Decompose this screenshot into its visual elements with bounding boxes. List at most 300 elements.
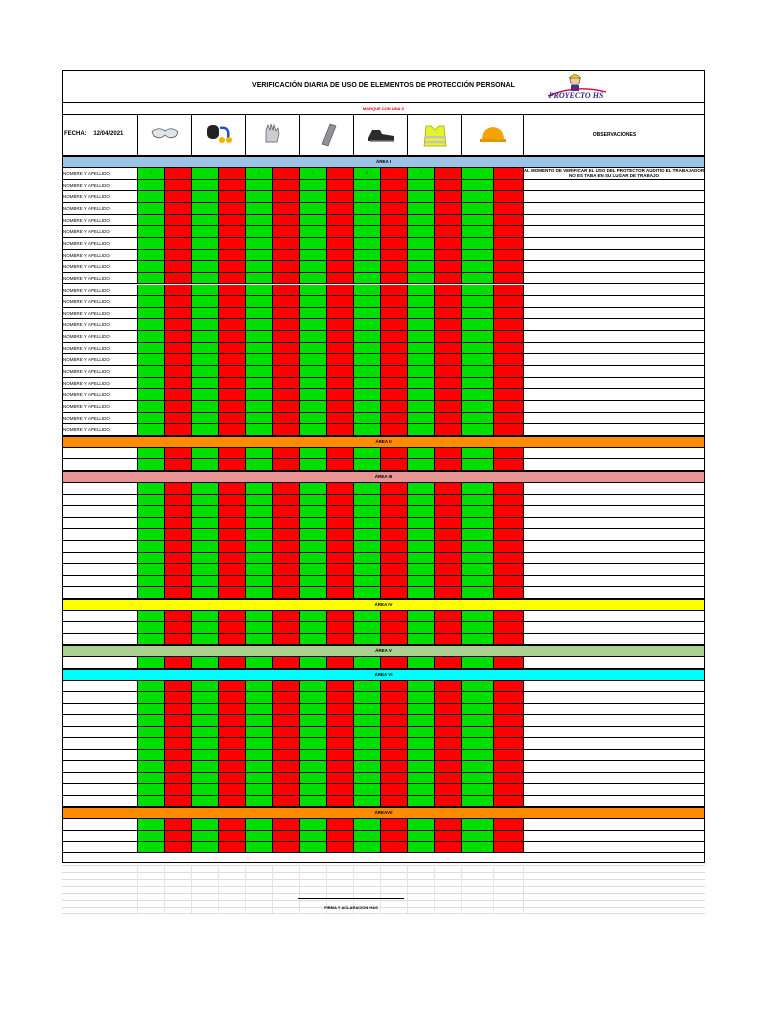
check-no-cell[interactable] [272,495,299,506]
check-no-cell[interactable] [326,226,353,237]
check-yes-cell[interactable] [191,319,218,330]
check-yes-cell[interactable] [137,796,164,807]
check-yes-cell[interactable] [461,692,493,703]
check-no-cell[interactable] [434,750,461,761]
check-yes-cell[interactable] [407,611,434,621]
check-yes-cell[interactable] [299,634,326,644]
check-no-cell[interactable] [326,331,353,342]
check-yes-cell[interactable] [299,518,326,529]
worker-name[interactable]: NOMBRE Y APELLIDO [63,240,110,246]
check-yes-cell[interactable] [461,273,493,284]
observation-cell[interactable] [523,215,705,226]
check-yes-cell[interactable] [353,564,380,575]
check-yes-cell[interactable] [353,622,380,632]
check-no-cell[interactable] [218,692,245,703]
check-yes-cell[interactable] [299,727,326,738]
check-no-cell[interactable] [218,378,245,389]
check-yes-cell[interactable] [353,704,380,715]
check-yes-cell[interactable] [299,681,326,692]
check-no-cell[interactable] [434,261,461,272]
check-no-cell[interactable] [326,587,353,598]
check-no-cell[interactable] [493,587,523,598]
check-yes-cell[interactable] [191,191,218,202]
check-no-cell[interactable] [164,564,191,575]
date-field[interactable] [64,131,123,137]
check-yes-cell[interactable] [191,203,218,214]
check-no-cell[interactable] [164,761,191,772]
observation-cell[interactable] [523,587,705,598]
check-no-cell[interactable] [218,587,245,598]
check-yes-cell[interactable] [461,331,493,342]
observation-cell[interactable] [523,657,705,668]
check-no-cell[interactable] [326,634,353,644]
check-no-cell[interactable] [493,529,523,540]
check-yes-cell[interactable] [299,448,326,459]
check-yes-cell[interactable] [407,191,434,202]
check-yes-cell[interactable] [407,296,434,307]
check-yes-cell[interactable] [299,343,326,354]
check-yes-cell[interactable] [407,250,434,261]
check-no-cell[interactable] [218,819,245,829]
worker-name[interactable]: NOMBRE Y APELLIDO [63,334,110,340]
check-yes-cell[interactable] [245,343,272,354]
check-yes-cell[interactable] [461,564,493,575]
check-yes-cell[interactable] [299,819,326,829]
check-no-cell[interactable] [164,773,191,784]
check-no-cell[interactable] [164,750,191,761]
check-no-cell[interactable] [380,215,407,226]
check-no-cell[interactable] [493,495,523,506]
check-yes-cell[interactable] [407,784,434,795]
check-no-cell[interactable] [493,611,523,621]
observation-cell[interactable] [523,250,705,261]
check-no-cell[interactable] [380,715,407,726]
check-yes-cell[interactable] [191,424,218,435]
worker-name[interactable]: NOMBRE Y APELLIDO [63,171,110,176]
check-yes-cell[interactable] [191,226,218,237]
check-no-cell[interactable] [164,296,191,307]
observation-cell[interactable] [523,296,705,307]
check-yes-cell[interactable] [137,518,164,529]
check-no-cell[interactable] [272,319,299,330]
observation-cell[interactable] [523,750,705,761]
check-yes-cell[interactable] [353,296,380,307]
check-yes-cell[interactable] [407,529,434,540]
check-no-cell[interactable] [164,727,191,738]
check-yes-cell[interactable] [137,564,164,575]
check-yes-cell[interactable] [461,401,493,412]
check-yes-cell[interactable] [191,518,218,529]
check-yes-cell[interactable] [191,784,218,795]
check-no-cell[interactable] [380,319,407,330]
check-no-cell[interactable] [272,681,299,692]
check-yes-cell[interactable] [461,715,493,726]
check-yes-cell[interactable] [353,226,380,237]
check-yes-cell[interactable] [353,261,380,272]
check-yes-cell[interactable] [407,715,434,726]
check-yes-cell[interactable] [461,180,493,191]
observation-cell[interactable] [523,738,705,749]
check-yes-cell[interactable] [137,238,164,249]
check-no-cell[interactable] [326,180,353,191]
check-no-cell[interactable] [272,553,299,564]
check-yes-cell[interactable] [137,784,164,795]
check-no-cell[interactable] [164,366,191,377]
check-yes-cell[interactable] [299,784,326,795]
check-no-cell[interactable] [434,459,461,470]
check-yes-cell[interactable] [407,761,434,772]
check-no-cell[interactable] [326,215,353,226]
check-no-cell[interactable] [380,831,407,841]
check-no-cell[interactable] [272,657,299,668]
check-yes-cell[interactable] [461,553,493,564]
check-no-cell[interactable] [434,773,461,784]
check-yes-cell[interactable] [137,495,164,506]
check-yes-cell[interactable] [407,506,434,517]
check-yes-cell[interactable] [461,261,493,272]
check-no-cell[interactable] [218,238,245,249]
check-yes-cell[interactable] [191,378,218,389]
check-no-cell[interactable] [326,796,353,807]
check-yes-cell[interactable] [407,564,434,575]
check-no-cell[interactable] [326,191,353,202]
worker-name[interactable]: NOMBRE Y APELLIDO [63,229,110,235]
check-no-cell[interactable] [326,378,353,389]
check-yes-cell[interactable] [353,448,380,459]
check-yes-cell[interactable] [299,285,326,296]
check-yes-cell[interactable] [353,831,380,841]
check-yes-cell[interactable] [407,238,434,249]
check-no-cell[interactable] [218,331,245,342]
worker-name[interactable]: NOMBRE Y APELLIDO [63,345,110,351]
observation-cell[interactable] [523,319,705,330]
check-yes-cell[interactable] [407,657,434,668]
check-no-cell[interactable] [218,634,245,644]
check-yes-cell[interactable] [461,424,493,435]
check-no-cell[interactable] [326,319,353,330]
check-yes-cell[interactable] [191,448,218,459]
check-no-cell[interactable] [434,831,461,841]
check-yes-cell[interactable] [353,576,380,587]
check-no-cell[interactable] [493,319,523,330]
check-yes-cell[interactable] [407,692,434,703]
check-no-cell[interactable] [434,529,461,540]
check-yes-cell[interactable] [407,819,434,829]
check-yes-cell[interactable] [245,692,272,703]
check-no-cell[interactable] [380,750,407,761]
check-no-cell[interactable] [218,203,245,214]
check-yes-cell[interactable] [299,354,326,365]
check-yes-cell[interactable] [353,495,380,506]
check-no-cell[interactable] [326,657,353,668]
check-no-cell[interactable] [272,226,299,237]
check-yes-cell[interactable] [353,319,380,330]
check-no-cell[interactable] [164,250,191,261]
observation-cell[interactable] [523,180,705,191]
check-yes-cell[interactable] [353,796,380,807]
check-yes-cell[interactable] [299,495,326,506]
check-no-cell[interactable] [164,506,191,517]
check-yes-cell[interactable] [245,203,272,214]
check-no-cell[interactable] [434,622,461,632]
check-yes-cell[interactable] [353,611,380,621]
check-yes-cell[interactable] [299,773,326,784]
check-yes-cell[interactable] [191,261,218,272]
observation-cell[interactable] [523,424,705,435]
check-no-cell[interactable] [326,842,353,852]
check-yes-cell[interactable] [245,553,272,564]
check-no-cell[interactable] [380,343,407,354]
check-yes-cell[interactable] [245,483,272,494]
check-no-cell[interactable] [218,784,245,795]
check-yes-cell[interactable] [191,529,218,540]
check-yes-cell[interactable] [461,238,493,249]
observation-cell[interactable] [523,459,705,470]
check-no-cell[interactable] [326,296,353,307]
check-no-cell[interactable] [218,704,245,715]
check-no-cell[interactable] [164,576,191,587]
check-yes-cell[interactable] [299,622,326,632]
check-no-cell[interactable] [326,354,353,365]
check-no-cell[interactable] [434,191,461,202]
check-no-cell[interactable] [272,576,299,587]
check-no-cell[interactable] [272,285,299,296]
check-no-cell[interactable] [272,483,299,494]
check-yes-cell[interactable] [461,842,493,852]
check-yes-cell[interactable] [137,424,164,435]
check-no-cell[interactable] [218,681,245,692]
worker-name[interactable]: NOMBRE Y APELLIDO [63,369,110,375]
check-no-cell[interactable] [164,587,191,598]
check-no-cell[interactable] [218,831,245,841]
check-yes-cell[interactable] [461,634,493,644]
check-no-cell[interactable] [434,215,461,226]
check-no-cell[interactable] [380,622,407,632]
check-yes-cell[interactable] [353,483,380,494]
check-no-cell[interactable] [272,308,299,319]
observation-cell[interactable] [523,796,705,807]
observation-cell[interactable] [523,704,705,715]
check-yes-cell[interactable] [137,750,164,761]
check-no-cell[interactable] [380,180,407,191]
check-yes-cell[interactable] [191,773,218,784]
check-yes-cell[interactable] [461,529,493,540]
check-no-cell[interactable] [272,354,299,365]
check-yes-cell[interactable] [245,389,272,400]
check-no-cell[interactable] [218,354,245,365]
check-yes-cell[interactable] [191,738,218,749]
observation-cell[interactable] [523,831,705,841]
check-no-cell[interactable] [218,180,245,191]
check-yes-cell[interactable] [245,704,272,715]
check-yes-cell[interactable] [245,564,272,575]
check-no-cell[interactable] [218,622,245,632]
check-yes-cell[interactable] [407,842,434,852]
check-no-cell[interactable] [493,424,523,435]
check-yes-cell[interactable] [407,518,434,529]
check-no-cell[interactable] [493,553,523,564]
check-yes-cell[interactable] [407,319,434,330]
check-yes-cell[interactable] [461,319,493,330]
check-no-cell[interactable] [380,378,407,389]
observation-cell[interactable] [523,576,705,587]
check-yes-cell[interactable] [353,773,380,784]
check-yes-cell[interactable] [137,634,164,644]
check-yes-cell[interactable] [245,541,272,552]
check-yes-cell[interactable] [353,168,380,179]
check-yes-cell[interactable] [191,459,218,470]
check-no-cell[interactable] [164,215,191,226]
check-no-cell[interactable] [434,378,461,389]
check-no-cell[interactable] [493,657,523,668]
check-yes-cell[interactable] [461,773,493,784]
check-yes-cell[interactable] [137,576,164,587]
check-yes-cell[interactable] [299,576,326,587]
check-no-cell[interactable] [164,692,191,703]
check-yes-cell[interactable] [353,587,380,598]
check-no-cell[interactable] [164,226,191,237]
check-yes-cell[interactable] [191,727,218,738]
check-no-cell[interactable] [272,587,299,598]
check-yes-cell[interactable] [299,413,326,424]
observation-cell[interactable] [523,761,705,772]
check-yes-cell[interactable] [191,692,218,703]
check-yes-cell[interactable] [353,715,380,726]
check-yes-cell[interactable] [137,413,164,424]
worker-name[interactable]: NOMBRE Y APELLIDO [63,299,110,305]
check-no-cell[interactable] [272,634,299,644]
check-yes-cell[interactable] [299,168,326,179]
check-yes-cell[interactable] [299,715,326,726]
check-yes-cell[interactable] [245,448,272,459]
check-yes-cell[interactable] [407,831,434,841]
check-yes-cell[interactable] [353,424,380,435]
check-yes-cell[interactable] [407,495,434,506]
check-yes-cell[interactable] [191,541,218,552]
check-yes-cell[interactable] [245,842,272,852]
observation-cell[interactable] [523,784,705,795]
check-yes-cell[interactable] [191,831,218,841]
check-no-cell[interactable] [380,761,407,772]
check-yes-cell[interactable] [407,587,434,598]
check-no-cell[interactable] [434,681,461,692]
check-no-cell[interactable] [164,401,191,412]
check-no-cell[interactable] [493,308,523,319]
check-yes-cell[interactable] [137,611,164,621]
check-no-cell[interactable] [164,459,191,470]
check-yes-cell[interactable] [245,261,272,272]
check-no-cell[interactable] [164,413,191,424]
check-no-cell[interactable] [164,448,191,459]
check-yes-cell[interactable] [137,529,164,540]
check-no-cell[interactable] [164,541,191,552]
check-yes-cell[interactable] [407,168,434,179]
check-yes-cell[interactable] [191,215,218,226]
check-no-cell[interactable] [164,261,191,272]
observation-note[interactable]: AL MOMENTO DE VERIFICAR EL USO DEL PROTECTOR AUDITIO EL TRABAJADOR NO ES TABA EN SU LUGAR DE TRABAJO [523,168,705,178]
check-no-cell[interactable] [218,750,245,761]
check-yes-cell[interactable] [299,657,326,668]
check-no-cell[interactable] [326,389,353,400]
check-yes-cell[interactable] [461,784,493,795]
check-yes-cell[interactable] [407,750,434,761]
check-no-cell[interactable] [493,191,523,202]
check-no-cell[interactable] [326,273,353,284]
check-no-cell[interactable] [272,296,299,307]
check-no-cell[interactable] [326,413,353,424]
observation-cell[interactable] [523,564,705,575]
check-yes-cell[interactable] [137,715,164,726]
check-no-cell[interactable] [493,715,523,726]
worker-name[interactable]: NOMBRE Y APELLIDO [63,392,110,398]
check-yes-cell[interactable] [353,238,380,249]
check-no-cell[interactable] [380,424,407,435]
check-no-cell[interactable] [326,715,353,726]
worker-name[interactable]: NOMBRE Y APELLIDO [63,182,110,188]
check-yes-cell[interactable] [137,622,164,632]
check-yes-cell[interactable] [191,354,218,365]
check-no-cell[interactable] [272,191,299,202]
observation-cell[interactable] [523,506,705,517]
check-no-cell[interactable] [218,343,245,354]
check-no-cell[interactable] [493,796,523,807]
check-yes-cell[interactable] [353,459,380,470]
check-yes-cell[interactable] [407,203,434,214]
check-yes-cell[interactable] [407,483,434,494]
check-no-cell[interactable] [380,587,407,598]
check-yes-cell[interactable] [191,553,218,564]
check-yes-cell[interactable] [353,285,380,296]
check-yes-cell[interactable] [245,413,272,424]
check-yes-cell[interactable] [137,191,164,202]
check-no-cell[interactable] [434,226,461,237]
check-no-cell[interactable] [380,285,407,296]
check-yes-cell[interactable] [353,518,380,529]
check-yes-cell[interactable] [137,541,164,552]
check-no-cell[interactable] [326,784,353,795]
check-no-cell[interactable] [272,819,299,829]
check-no-cell[interactable] [218,448,245,459]
check-no-cell[interactable] [380,506,407,517]
check-no-cell[interactable] [272,622,299,632]
worker-name[interactable]: NOMBRE Y APELLIDO [63,415,110,421]
check-no-cell[interactable] [218,611,245,621]
check-no-cell[interactable] [218,250,245,261]
check-no-cell[interactable] [272,773,299,784]
check-no-cell[interactable] [272,401,299,412]
check-no-cell[interactable] [380,250,407,261]
check-yes-cell[interactable] [191,506,218,517]
check-yes-cell[interactable] [137,168,164,179]
check-yes-cell[interactable] [407,727,434,738]
observation-cell[interactable] [523,634,705,644]
check-no-cell[interactable] [434,296,461,307]
check-no-cell[interactable] [493,842,523,852]
worker-name[interactable]: NOMBRE Y APELLIDO [63,380,110,386]
check-yes-cell[interactable] [299,238,326,249]
check-yes-cell[interactable] [245,715,272,726]
check-no-cell[interactable] [493,576,523,587]
check-no-cell[interactable] [380,681,407,692]
check-no-cell[interactable] [272,750,299,761]
check-yes-cell[interactable] [407,389,434,400]
check-no-cell[interactable] [218,285,245,296]
check-no-cell[interactable] [493,273,523,284]
check-yes-cell[interactable] [137,553,164,564]
check-yes-cell[interactable] [137,842,164,852]
check-no-cell[interactable] [434,715,461,726]
check-yes-cell[interactable] [137,180,164,191]
